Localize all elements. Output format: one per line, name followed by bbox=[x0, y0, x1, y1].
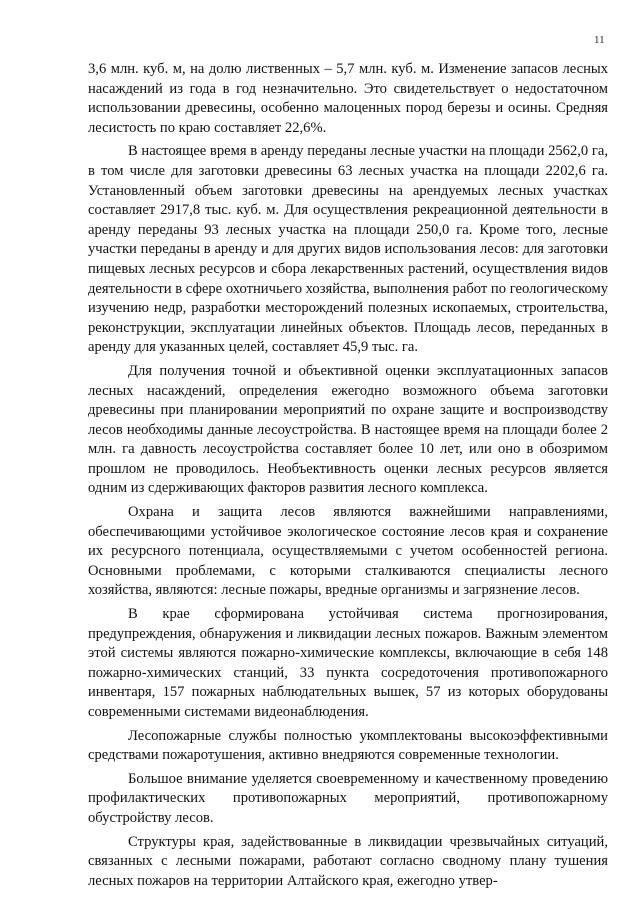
paragraph: Структуры края, задействованные в ликвидации чрезвычайных ситуаций, связанных с лесными пожарами, работают согласно сводному плану тушения лесных пожаров на территории Алтайского края, ежегодно утвер- bbox=[88, 833, 608, 889]
document-body bbox=[88, 60, 608, 895]
paragraph: Для получения точной и объективной оценки эксплуатационных запасов лесных насаждений, определения ежегодно возможного объема заготовки древесины при планировании мероприятий по охране защите и воспроизводству лесов необходимы данные лесоустройства. В настоящее время на площади более 2 млн. га давность лесоустройства составляет более 10 лет, или оно в обозримом прошлом не проводилось. Необъективность оценки лесных ресурсов является одним из сдерживающих факторов развития лесного комплекса. bbox=[88, 362, 608, 497]
paragraph: В крае сформирована устойчивая система прогнозирования, предупреждения, обнаружения и ликвидации лесных пожаров. Важным элементом этой системы являются пожарно-химические комплексы, включающие в себя 148 пожарно-химических станций, 33 пункта сосредоточения противопожарного инвентаря, 157 пожарных наблюдательных вышек, 57 из которых оборудованы современными системами видеонаблюдения. bbox=[88, 606, 608, 720]
paragraph: Охрана и защита лесов являются важнейшими направлениями, обеспечивающими устойчивое экологическое состояние лесов края и сохранение их ресурсного потенциала, осуществляемыми с учетом особенностей региона. Основными проблемами, с которыми сталкиваются специалисты лесного хозяйства, являются: лесные пожары, вредные организмы и загрязнение лесов. bbox=[88, 504, 608, 599]
paragraph: 3,6 млн. куб. м, на долю лиственных – 5,7 млн. куб. м. Изменение запасов лесных насаждений из года в год незначительно. Это свидетельствует о недостаточном использовании древесины, особенно малоценных пород березы и осины. Средняя лесистость по краю составляет 22,6%. bbox=[88, 61, 608, 136]
paragraph: Большое внимание уделяется своевременному и качественному проведению профилактических противопожарных мероприятий, противопожарному обустройству лесов. bbox=[88, 770, 608, 826]
paragraph: Лесопожарные службы полностью укомплектованы высокоэффективными средствами пожаротушения, активно внедряются современные технологии. bbox=[88, 727, 608, 764]
paragraph: В настоящее время в аренду переданы лесные участки на площади 2562,0 га, в том числе для заготовки древесины 63 лесных участка на площади 2202,6 га. Установленный объем заготовки древесины на арендуемых лесных участках составляет 2917,8 тыс. куб. м. Для осуществления рекреационной деятельности в аренду переданы 93 лесных участка на площади 250,0 га. Кроме того, лесные участки переданы в аренду и для других видов использования лесов: для заготовки пищевых лесных ресурсов и сбора лекарственных растений, осуществления видов деятельности в сфере охотничьего хозяйства, выполнения работ по геологическому изучению недр, разработки месторождений полезных ископаемых, строительства, реконструкции, эксплуатации линейных объектов. Площадь лесов, переданных в аренду для указанных целей, составляет 45,9 тыс. га. bbox=[88, 143, 608, 356]
page-number: 11 bbox=[594, 34, 605, 46]
